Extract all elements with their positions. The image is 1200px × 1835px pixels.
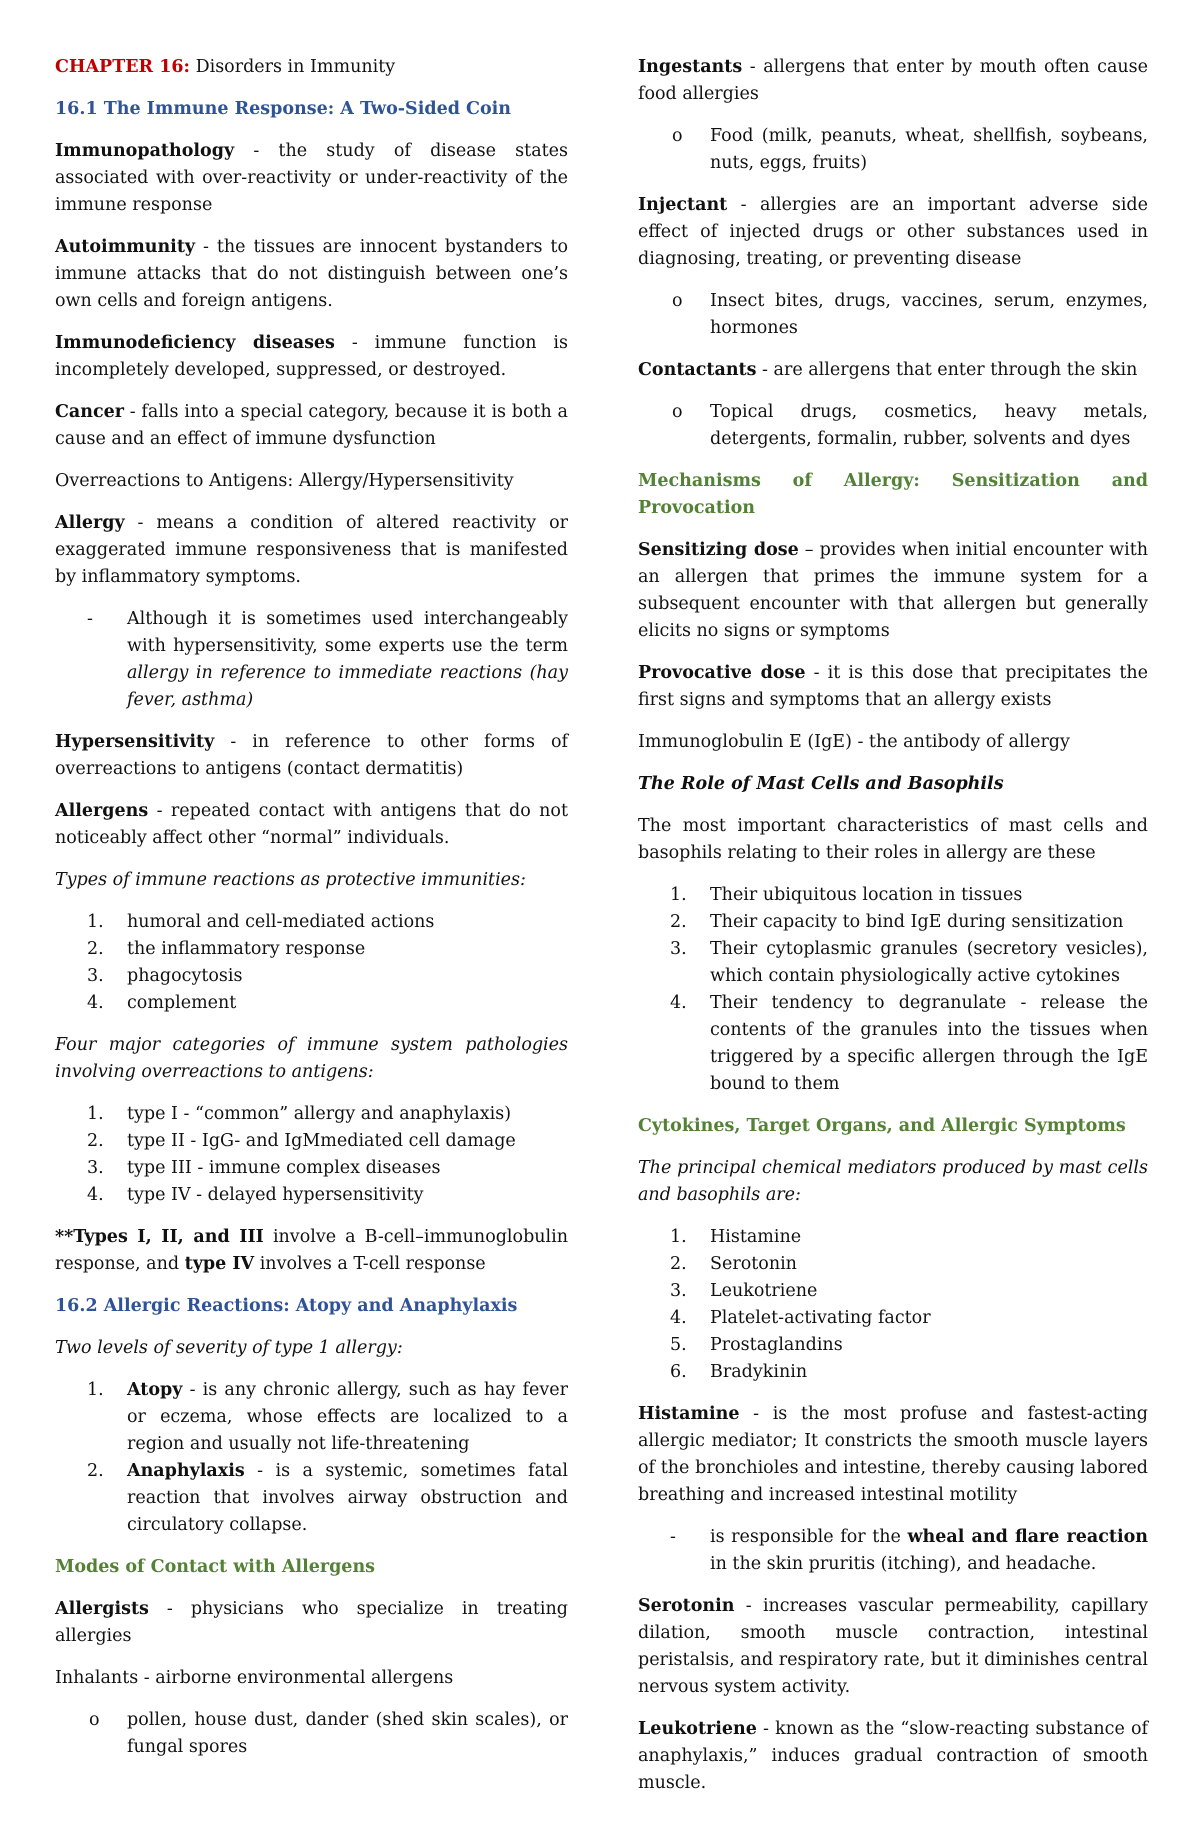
severity-list (55, 1377, 568, 1539)
list-marker: 4. (87, 993, 104, 1013)
list-text: Their cytoplasmic granules (secretory vesicles), which contain physiologically active cytokines (710, 939, 1148, 986)
list-item (55, 1458, 568, 1539)
list-item (638, 1278, 1148, 1305)
list-text: Their capacity to bind IgE during sensitization (710, 912, 1124, 932)
inhalants-list (55, 1707, 568, 1761)
term: Contactants (638, 360, 757, 380)
list-text: phagocytosis (127, 966, 243, 986)
list-marker: 1. (87, 912, 104, 932)
term: Anaphylaxis (127, 1461, 245, 1481)
definition: - allergies are an important adverse side effect of injected drugs or other substances used in diagnosing, treating, or preventing disease (638, 195, 1148, 269)
list-item (55, 909, 568, 936)
list-marker: o (672, 126, 683, 146)
definition: - allergens that enter by mouth often cause food allergies (638, 57, 1148, 104)
list-text: Their ubiquitous location in tissues (710, 885, 1023, 905)
list-marker: - (87, 609, 93, 629)
term: Allergists (55, 1599, 149, 1619)
chapter-name: Disorders in Immunity (190, 57, 396, 77)
list-marker: 3. (87, 1158, 104, 1178)
bold-text: **Types I, II, and III (55, 1227, 264, 1247)
list-text: Platelet-activating factor (710, 1308, 931, 1328)
term: Atopy (127, 1380, 183, 1400)
overreactions-line: Overreactions to Antigens: Allergy/Hypersensitivity (55, 471, 514, 491)
list-marker: 3. (670, 939, 687, 959)
list-item (55, 1707, 568, 1761)
list-text: type III - immune complex diseases (127, 1158, 441, 1178)
four-categories-heading: Four major categories of immune system pathologies involving overreactions to antigens: (55, 1035, 568, 1082)
definition: - increases vascular permeability, capillary dilation, smooth muscle contraction, intestinal peristalsis, and respiratory rate, but it diminishes central nervous system activity. (638, 1596, 1148, 1697)
term: Leukotriene (638, 1719, 757, 1739)
list-text: Insect bites, drugs, vaccines, serum, enzymes, hormones (710, 291, 1148, 338)
term: Autoimmunity (55, 237, 196, 257)
list-item (55, 1155, 568, 1182)
definition: - known as the “slow-reacting substance of anaphylaxis,” induces gradual contraction of smooth muscle. (638, 1719, 1148, 1793)
list-marker: 1. (670, 885, 687, 905)
list-marker: 2. (670, 912, 687, 932)
list-item (55, 1377, 568, 1458)
definition: - the study of disease states associated with over-reactivity or under-reactivity of the immune response (55, 141, 568, 215)
text: involves a T-cell response (254, 1254, 486, 1274)
term: Provocative dose (638, 663, 806, 683)
list-marker: 3. (87, 966, 104, 986)
list-item (638, 990, 1148, 1098)
allergy-paragraph (55, 510, 568, 591)
text: involve a B-cell–immunoglobulin response, and (55, 1227, 569, 1274)
definition: - physicians who specialize in treating allergies (55, 1599, 568, 1646)
bold-text: type IV (184, 1254, 255, 1274)
list-marker: o (672, 291, 683, 311)
mediators-heading: The principal chemical mediators produced by mast cells and basophils are: (638, 1158, 1148, 1205)
definition: - is a systemic, sometimes fatal reaction that involves airway obstruction and circulatory collapse. (127, 1461, 568, 1535)
serotonin-paragraph (638, 1593, 1148, 1701)
definition: - immune function is incompletely developed, suppressed, or destroyed. (55, 333, 569, 380)
term: Injectant (638, 195, 728, 215)
list-text: the inflammatory response (127, 939, 366, 959)
definition: - are allergens that enter through the skin (756, 360, 1138, 380)
list-marker: 1. (670, 1227, 687, 1247)
definition: - is any chronic allergy, such as hay fever or eczema, whose effects are localized to a region and usually not life-threatening (127, 1380, 568, 1454)
definition: - the tissues are innocent bystanders to immune attacks that do not distinguish between one’s own cells and foreign antigens. (55, 237, 568, 311)
list-item (638, 288, 1148, 342)
term: Immunopathology (55, 141, 235, 161)
list-item (638, 1251, 1148, 1278)
list-marker: 1. (87, 1380, 104, 1400)
list-text: Prostaglandins (710, 1335, 843, 1355)
ingestants-list (638, 123, 1148, 177)
list-text: Food (milk, peanuts, wheat, shellfish, soybeans, nuts, eggs, fruits) (710, 126, 1148, 173)
injectant-list (638, 288, 1148, 342)
list-marker: 1. (87, 1104, 104, 1124)
list-text: Although it is sometimes used interchangeably with hypersensitivity, some experts use the term (127, 609, 568, 656)
injectant-paragraph (638, 192, 1148, 273)
list-text: Histamine (710, 1227, 802, 1247)
term: Allergy (55, 513, 125, 533)
mediators-list (638, 1224, 1148, 1386)
section-16-2-heading: 16.2 Allergic Reactions: Atopy and Anaphylaxis (55, 1296, 518, 1316)
list-item (55, 1101, 568, 1128)
list-item (55, 1182, 568, 1209)
definition: – provides when initial encounter with an allergen that primes the immune system for a subsequent encounter with that allergen but generally elicits no signs or symptoms (638, 540, 1148, 641)
definition: - is the most profuse and fastest-acting allergic mediator; It constricts the smooth muscle layers of the bronchioles and intestine, thereby causing labored breathing and increased intestinal motility (638, 1404, 1148, 1505)
term: Ingestants (638, 57, 743, 77)
allergens-paragraph (55, 798, 568, 852)
bold-text: wheal and flare reaction (907, 1527, 1148, 1547)
list-item (638, 123, 1148, 177)
term: Sensitizing dose (638, 540, 799, 560)
list-text: Bradykinin (710, 1362, 808, 1382)
definition: - falls into a special category, because it is both a cause and an effect of immune dysfunction (55, 402, 568, 449)
provocative-paragraph (638, 660, 1148, 714)
term: Hypersensitivity (55, 732, 215, 752)
immunopathology-paragraph (55, 138, 568, 219)
list-text: humoral and cell-mediated actions (127, 912, 435, 932)
role-list (638, 882, 1148, 1098)
list-item (638, 1359, 1148, 1386)
types-list (55, 909, 568, 1017)
list-item (638, 909, 1148, 936)
four-categories-list (55, 1101, 568, 1209)
list-marker: 2. (87, 1131, 104, 1151)
severity-heading: Two levels of severity of type 1 allergy: (55, 1338, 403, 1358)
list-marker: o (672, 402, 683, 422)
ingestants-paragraph (638, 54, 1148, 108)
list-item (55, 990, 568, 1017)
list-marker: 4. (87, 1185, 104, 1205)
left-column (55, 54, 568, 1776)
hypersensitivity-paragraph (55, 729, 568, 783)
cytokines-heading: Cytokines, Target Organs, and Allergic Symptoms (638, 1116, 1126, 1136)
list-marker: 2. (670, 1254, 687, 1274)
term: Immunodeficiency diseases (55, 333, 335, 353)
leukotriene-paragraph (638, 1716, 1148, 1797)
section-16-1-heading: 16.1 The Immune Response: A Two-Sided Coin (55, 99, 512, 119)
definition: - means a condition of altered reactivity or exaggerated immune responsiveness that is manifested by inflammatory symptoms. (55, 513, 568, 587)
cancer-paragraph (55, 399, 568, 453)
contactants-list (638, 399, 1148, 453)
list-item (638, 936, 1148, 990)
list-text: complement (127, 993, 237, 1013)
term: Histamine (638, 1404, 740, 1424)
types-heading: Types of immune reactions as protective immunities: (55, 870, 526, 890)
allergists-paragraph (55, 1596, 568, 1650)
list-text: Their tendency to degranulate - release the contents of the granules into the tissues when triggered by a specific allergen through the IgE bound to them (710, 993, 1148, 1094)
types-note-paragraph (55, 1224, 568, 1278)
role-heading: The Role of Mast Cells and Basophils (638, 774, 1004, 794)
list-item (638, 1305, 1148, 1332)
histamine-paragraph (638, 1401, 1148, 1509)
immunodeficiency-paragraph (55, 330, 568, 384)
definition: - in reference to other forms of overreactions to antigens (contact dermatitis) (55, 732, 568, 779)
inhalants-line: Inhalants - airborne environmental allergens (55, 1668, 454, 1688)
list-item (638, 1524, 1148, 1578)
list-marker: 4. (670, 1308, 687, 1328)
histamine-note-list (638, 1524, 1148, 1578)
right-column (638, 54, 1148, 1812)
list-item (55, 936, 568, 963)
list-text: is responsible for the (710, 1527, 908, 1547)
ige-line: Immunoglobulin E (IgE) - the antibody of allergy (638, 732, 1070, 752)
list-marker: 6. (670, 1362, 687, 1382)
list-item (638, 882, 1148, 909)
list-marker: 5. (670, 1335, 687, 1355)
list-text: Leukotriene (710, 1281, 818, 1301)
list-text: type II - IgG- and IgMmediated cell damage (127, 1131, 516, 1151)
chapter-label: CHAPTER 16: (55, 57, 191, 77)
modes-heading: Modes of Contact with Allergens (55, 1557, 376, 1577)
list-item (55, 1128, 568, 1155)
list-item (55, 963, 568, 990)
autoimmunity-paragraph (55, 234, 568, 315)
allergy-note-list (55, 606, 568, 714)
list-text: Serotonin (710, 1254, 797, 1274)
sensitizing-paragraph (638, 537, 1148, 645)
list-item (638, 1332, 1148, 1359)
list-text: pollen, house dust, dander (shed skin scales), or fungal spores (127, 1710, 568, 1757)
mechanisms-heading: Mechanisms of Allergy: Sensitization and Provocation (638, 471, 1148, 518)
list-text: type IV - delayed hypersensitivity (127, 1185, 424, 1205)
term: Serotonin (638, 1596, 735, 1616)
definition: - repeated contact with antigens that do not noticeably affect other “normal” individuals. (55, 801, 568, 848)
list-marker: 3. (670, 1281, 687, 1301)
list-text: in the skin pruritis (itching), and headache. (710, 1554, 1097, 1574)
list-item (638, 399, 1148, 453)
list-marker: 4. (670, 993, 687, 1013)
list-text: type I - “common” allergy and anaphylaxis) (127, 1104, 512, 1124)
term: Allergens (55, 801, 149, 821)
role-intro: The most important characteristics of mast cells and basophils relating to their roles in allergy are these (638, 816, 1148, 863)
term: Cancer (55, 402, 125, 422)
list-text: Topical drugs, cosmetics, heavy metals, detergents, formalin, rubber, solvents and dyes (710, 402, 1148, 449)
list-item (55, 606, 568, 714)
list-marker: o (89, 1710, 100, 1730)
list-item (638, 1224, 1148, 1251)
list-marker: - (670, 1527, 676, 1547)
list-marker: 2. (87, 939, 104, 959)
list-marker: 2. (87, 1461, 104, 1481)
contactants-paragraph (638, 357, 1148, 384)
chapter-title (55, 54, 568, 81)
definition: - it is this dose that precipitates the first signs and symptoms that an allergy exists (638, 663, 1148, 710)
list-italic-text: allergy in reference to immediate reactions (hay fever, asthma) (127, 663, 568, 710)
